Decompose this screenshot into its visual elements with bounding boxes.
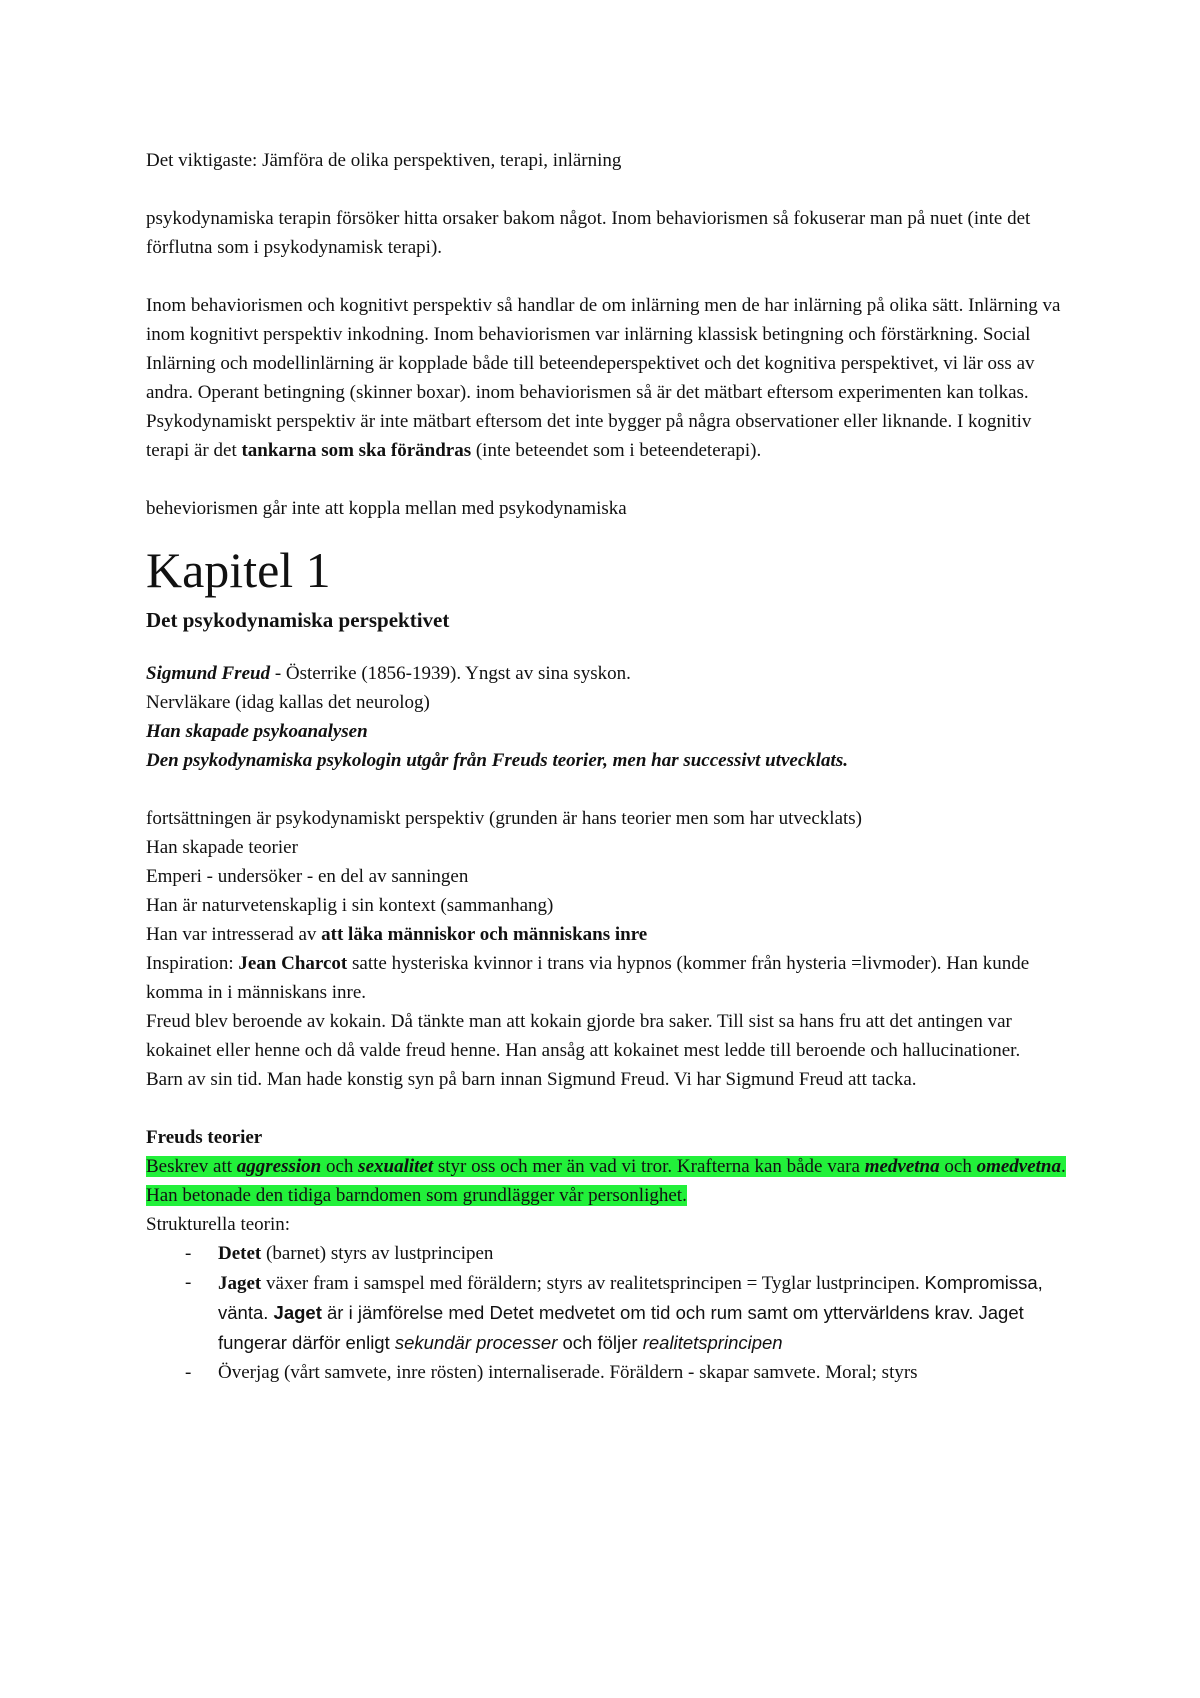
- bold-italic-run: omedvetna: [976, 1156, 1062, 1177]
- highlighted-text: [146, 1156, 1066, 1177]
- freud-line-2: Nervläkare (idag kallas det neurolog): [146, 692, 430, 713]
- intro-paragraph-learning: [146, 291, 1066, 465]
- bold-run: Jaget: [273, 1302, 322, 1323]
- text-run: växer fram i samspel med föräldern; styrs av realitetsprincipen = Tyglar lustprincipen.: [261, 1273, 920, 1294]
- list-item: [218, 1239, 1066, 1268]
- text-run: Han var intresserad av: [146, 924, 322, 945]
- theories-highlight-1: [146, 1152, 1066, 1181]
- bold-run: Jaget: [218, 1273, 262, 1294]
- body-line-5: [146, 920, 1066, 949]
- text-run: satte hysteriska kvinnor i trans via hypnos (kommer från hysteria =livmoder). Han kunde komma in i människans inre.: [146, 953, 1030, 1003]
- text-run: (inte beteendet som i beteendeterapi).: [471, 440, 762, 461]
- sans-text-run: och följer: [557, 1332, 643, 1353]
- bold-italic-run: aggression: [236, 1156, 322, 1177]
- body-line-4: Han är naturvetenskaplig i sin kontext (sammanhang): [146, 895, 554, 916]
- chapter-title: Kapitel 1: [146, 542, 331, 598]
- document-body: [146, 146, 1066, 1387]
- body-line-6: [146, 949, 1066, 1007]
- sans-text-run: är i jämförelse med Detet medvetet om tid och rum samt om yttervärldens krav. Jaget fungerar därför enligt: [218, 1302, 1024, 1353]
- bold-run: Freuds teorier: [146, 1127, 263, 1148]
- bold-run: Jean Charcot: [238, 953, 348, 974]
- italic-run: sekundär processer: [394, 1332, 558, 1353]
- intro-line: Det viktigaste: Jämföra de olika perspektiven, terapi, inlärning: [146, 150, 622, 171]
- theories-heading: [146, 1123, 1066, 1152]
- list-item: - Överjag (vårt samvete, inre rösten) internaliserade. Föräldern - skapar samvete. Moral; styrs: [218, 1358, 1066, 1387]
- sans-text-run: Kompromissa, vänta.: [218, 1272, 1043, 1323]
- structural-theory-label: Strukturella teorin:: [146, 1214, 291, 1235]
- bold-italic-run: sexualitet: [358, 1156, 434, 1177]
- structural-theory-list: [146, 1239, 1066, 1387]
- bold-italic-run: Han skapade psykoanalysen: [146, 721, 368, 742]
- bold-italic-run: medvetna: [864, 1156, 940, 1177]
- text-run: Inspiration:: [146, 953, 239, 974]
- text-run: .: [1061, 1156, 1066, 1177]
- text-run: - Österrike (1856-1939). Yngst av sina syskon.: [270, 663, 631, 684]
- text-run: Inom behaviorismen och kognitivt perspektiv så handlar de om inlärning men de har inlärning på olika sätt. Inlärning va inom kognitivt perspektiv inkodning. Inom behaviorismen var inlärning klassisk betingning och förstärkning. Social Inlärning och modellinlärning är kopplade både till beteendeperspektivet och det kognitiva perspektivet, vi lär oss av andra. Operant betingning (skinner boxar). inom behaviorismen så är det mätbart eftersom experimenten kan tolkas. Psykodynamiskt perspektiv är inte mätbart eftersom det inte bygger på några observationer eller liknande. I kognitiv terapi är det: [146, 295, 1061, 461]
- bold-run: Detet: [218, 1243, 262, 1264]
- freud-name: Sigmund Freud: [146, 663, 271, 684]
- highlighted-text: Han betonade den tidiga barndomen som grundlägger vår personlighet.: [146, 1185, 687, 1206]
- freud-intro-line: [146, 659, 1066, 688]
- text-run: och: [321, 1156, 359, 1177]
- bold-run: att läka människor och människans inre: [321, 924, 648, 945]
- text-run: (barnet) styrs av lustprincipen: [261, 1243, 494, 1264]
- bold-italic-run: Den psykodynamiska psykologin utgår från Freuds teorier, men har successivt utvecklats.: [146, 750, 848, 771]
- text-run: och: [939, 1156, 977, 1177]
- list-item: [218, 1268, 1066, 1358]
- body-line-2: Han skapade teorier: [146, 837, 298, 858]
- body-line-3: Emperi - undersöker - en del av sanningen: [146, 866, 469, 887]
- freud-line-4: [146, 746, 1066, 775]
- intro-paragraph-behaviorism: beheviorismen går inte att koppla mellan med psykodynamiska: [146, 498, 627, 519]
- theories-highlight-2: [146, 1181, 1066, 1210]
- body-line-1: fortsättningen är psykodynamiskt perspektiv (grunden är hans teorier men som har utvecklats): [146, 808, 862, 829]
- italic-run: realitetsprincipen: [642, 1332, 783, 1353]
- text-run: Beskrev att: [146, 1156, 237, 1177]
- text-run: styr oss och mer än vad vi tror. Krafterna kan både vara: [433, 1156, 865, 1177]
- body-line-8: Barn av sin tid. Man hade konstig syn på barn innan Sigmund Freud. Vi har Sigmund Freud att tacka.: [146, 1069, 917, 1090]
- intro-paragraph-therapy: psykodynamiska terapin försöker hitta orsaker bakom något. Inom behaviorismen så fokuserar man på nuet (inte det förflutna som i psykodynamisk terapi).: [146, 208, 1031, 258]
- bold-run: tankarna som ska förändras: [241, 440, 472, 461]
- body-line-7: Freud blev beroende av kokain. Då tänkte man att kokain gjorde bra saker. Till sist sa hans fru att det antingen var kokainet eller henne och då valde freud henne. Han ansåg att kokainet mest ledde till beroende och hallucinationer.: [146, 1011, 1021, 1061]
- chapter-subtitle: Det psykodynamiska perspektivet: [146, 608, 450, 632]
- freud-line-3: [146, 717, 1066, 746]
